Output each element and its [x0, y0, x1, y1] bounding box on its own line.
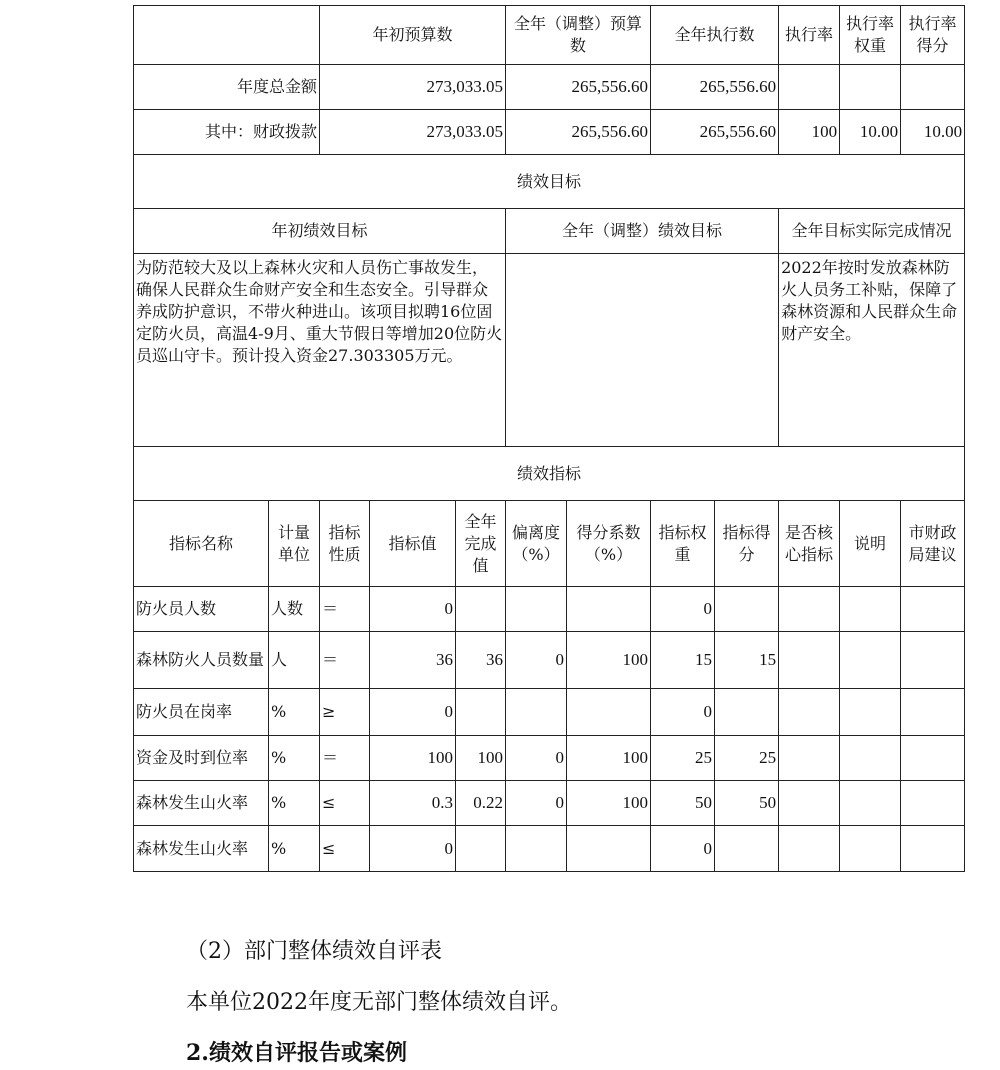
ind-header-deviation: 偏离度（%） [506, 501, 567, 587]
budget-adjusted: 265,556.60 [506, 110, 651, 155]
budget-header-initial: 年初预算数 [320, 6, 506, 65]
indicators-section-title: 绩效指标 [134, 447, 965, 501]
ind-core [779, 587, 840, 632]
indicators-section-row [134, 447, 965, 501]
ind-done: 100 [456, 736, 506, 781]
ind-header-core: 是否核心指标 [779, 501, 840, 587]
ind-name: 资金及时到位率 [134, 736, 269, 781]
section-heading-report: 2.绩效自评报告或案例 [186, 1040, 407, 1066]
ind-weight: 15 [651, 632, 715, 689]
ind-deviation [506, 587, 567, 632]
no-dept-eval-statement: 本单位2022年度无部门整体绩效自评。 [186, 990, 572, 1015]
ind-note [840, 826, 901, 872]
ind-coefficient: 100 [567, 736, 651, 781]
budget-header-row [134, 6, 965, 65]
ind-note [840, 736, 901, 781]
ind-core [779, 781, 840, 826]
ind-weight: 0 [651, 826, 715, 872]
ind-advice [901, 689, 965, 736]
ind-core [779, 826, 840, 872]
ind-coefficient [567, 826, 651, 872]
ind-score [715, 826, 779, 872]
ind-core [779, 736, 840, 781]
ind-value: 0.3 [370, 781, 456, 826]
ind-value: 0 [370, 689, 456, 736]
ind-nature: ＝ [320, 587, 370, 632]
budget-row-total [134, 65, 965, 110]
performance-table [133, 5, 965, 872]
budget-initial: 273,033.05 [320, 65, 506, 110]
ind-advice [901, 826, 965, 872]
goals-section-row [134, 155, 965, 209]
ind-header-note: 说明 [840, 501, 901, 587]
ind-value: 36 [370, 632, 456, 689]
ind-core [779, 689, 840, 736]
ind-weight: 0 [651, 587, 715, 632]
ind-deviation: 0 [506, 781, 567, 826]
ind-nature: ≤ [320, 781, 370, 826]
ind-nature: ≤ [320, 826, 370, 872]
ind-weight: 25 [651, 736, 715, 781]
ind-score [715, 689, 779, 736]
ind-value: 0 [370, 587, 456, 632]
ind-note [840, 781, 901, 826]
ind-done: 36 [456, 632, 506, 689]
budget-row-label: 年度总金额 [134, 65, 320, 110]
ind-note [840, 587, 901, 632]
goals-header-actual: 全年目标实际完成情况 [779, 209, 965, 254]
ind-advice [901, 781, 965, 826]
ind-score: 50 [715, 781, 779, 826]
ind-header-advice: 市财政局建议 [901, 501, 965, 587]
budget-score [901, 65, 965, 110]
ind-unit: 人数 [269, 587, 320, 632]
budget-header-rate: 执行率 [779, 6, 840, 65]
ind-deviation: 0 [506, 632, 567, 689]
ind-coefficient: 100 [567, 781, 651, 826]
budget-header-score: 执行率得分 [901, 6, 965, 65]
ind-done [456, 826, 506, 872]
ind-header-unit: 计量单位 [269, 501, 320, 587]
ind-name: 森林发生山火率 [134, 781, 269, 826]
ind-nature: ＝ [320, 736, 370, 781]
budget-header-weight: 执行率权重 [840, 6, 901, 65]
ind-header-nature: 指标性质 [320, 501, 370, 587]
initial-goal-text: 为防范较大及以上森林火灾和人员伤亡事故发生，确保人民群众生命财产安全和生态安全。引导群众养成防护意识，不带火种进山。该项目拟聘16位固定防火员，高温4-9月、重大节假日等增加20位防火员巡山守卡。预计投入资金27.303305万元。 [134, 254, 506, 447]
ind-score: 25 [715, 736, 779, 781]
ind-name: 森林发生山火率 [134, 826, 269, 872]
budget-adjusted: 265,556.60 [506, 65, 651, 110]
ind-score: 15 [715, 632, 779, 689]
ind-advice [901, 587, 965, 632]
goals-section-title: 绩效目标 [134, 155, 965, 209]
ind-value: 100 [370, 736, 456, 781]
ind-unit: % [269, 689, 320, 736]
ind-nature: ≥ [320, 689, 370, 736]
adjusted-goal-text [506, 254, 779, 447]
goals-content-row [134, 254, 965, 447]
ind-weight: 0 [651, 689, 715, 736]
budget-executed: 265,556.60 [651, 110, 779, 155]
ind-unit: % [269, 781, 320, 826]
budget-weight: 10.00 [840, 110, 901, 155]
budget-header-executed: 全年执行数 [651, 6, 779, 65]
budget-row-label: 其中：财政拨款 [134, 110, 320, 155]
ind-nature: ＝ [320, 632, 370, 689]
actual-completion-text: 2022年按时发放森林防火人员务工补贴，保障了森林资源和人民群众生命财产安全。 [779, 254, 965, 447]
goals-header-adjusted: 全年（调整）绩效目标 [506, 209, 779, 254]
ind-deviation [506, 826, 567, 872]
ind-deviation [506, 689, 567, 736]
ind-header-weight: 指标权重 [651, 501, 715, 587]
goals-header-initial: 年初绩效目标 [134, 209, 506, 254]
budget-initial: 273,033.05 [320, 110, 506, 155]
ind-header-coefficient: 得分系数（%） [567, 501, 651, 587]
table-row [134, 587, 965, 632]
ind-done [456, 587, 506, 632]
indicators-header-row [134, 501, 965, 587]
budget-rate [779, 65, 840, 110]
ind-weight: 50 [651, 781, 715, 826]
budget-rate: 100 [779, 110, 840, 155]
table-row [134, 826, 965, 872]
ind-advice [901, 632, 965, 689]
ind-header-name: 指标名称 [134, 501, 269, 587]
ind-name: 森林防火人员数量 [134, 632, 269, 689]
budget-header-blank [134, 6, 320, 65]
ind-advice [901, 736, 965, 781]
budget-row-fiscal [134, 110, 965, 155]
ind-header-done: 全年完成值 [456, 501, 506, 587]
ind-coefficient [567, 587, 651, 632]
table-row [134, 632, 965, 689]
ind-unit: 人 [269, 632, 320, 689]
ind-core [779, 632, 840, 689]
ind-coefficient: 100 [567, 632, 651, 689]
ind-note [840, 632, 901, 689]
table-row [134, 781, 965, 826]
ind-done: 0.22 [456, 781, 506, 826]
ind-deviation: 0 [506, 736, 567, 781]
budget-weight [840, 65, 901, 110]
budget-executed: 265,556.60 [651, 65, 779, 110]
ind-score [715, 587, 779, 632]
ind-header-value: 指标值 [370, 501, 456, 587]
ind-name: 防火员在岗率 [134, 689, 269, 736]
ind-name: 防火员人数 [134, 587, 269, 632]
ind-coefficient [567, 689, 651, 736]
subheading-dept-eval: （2）部门整体绩效自评表 [186, 939, 442, 964]
ind-header-score: 指标得分 [715, 501, 779, 587]
ind-unit: % [269, 736, 320, 781]
budget-header-adjusted: 全年（调整）预算数 [506, 6, 651, 65]
ind-value: 0 [370, 826, 456, 872]
table-row [134, 736, 965, 781]
goals-header-row [134, 209, 965, 254]
budget-score: 10.00 [901, 110, 965, 155]
ind-unit: % [269, 826, 320, 872]
ind-note [840, 689, 901, 736]
table-row [134, 689, 965, 736]
ind-done [456, 689, 506, 736]
